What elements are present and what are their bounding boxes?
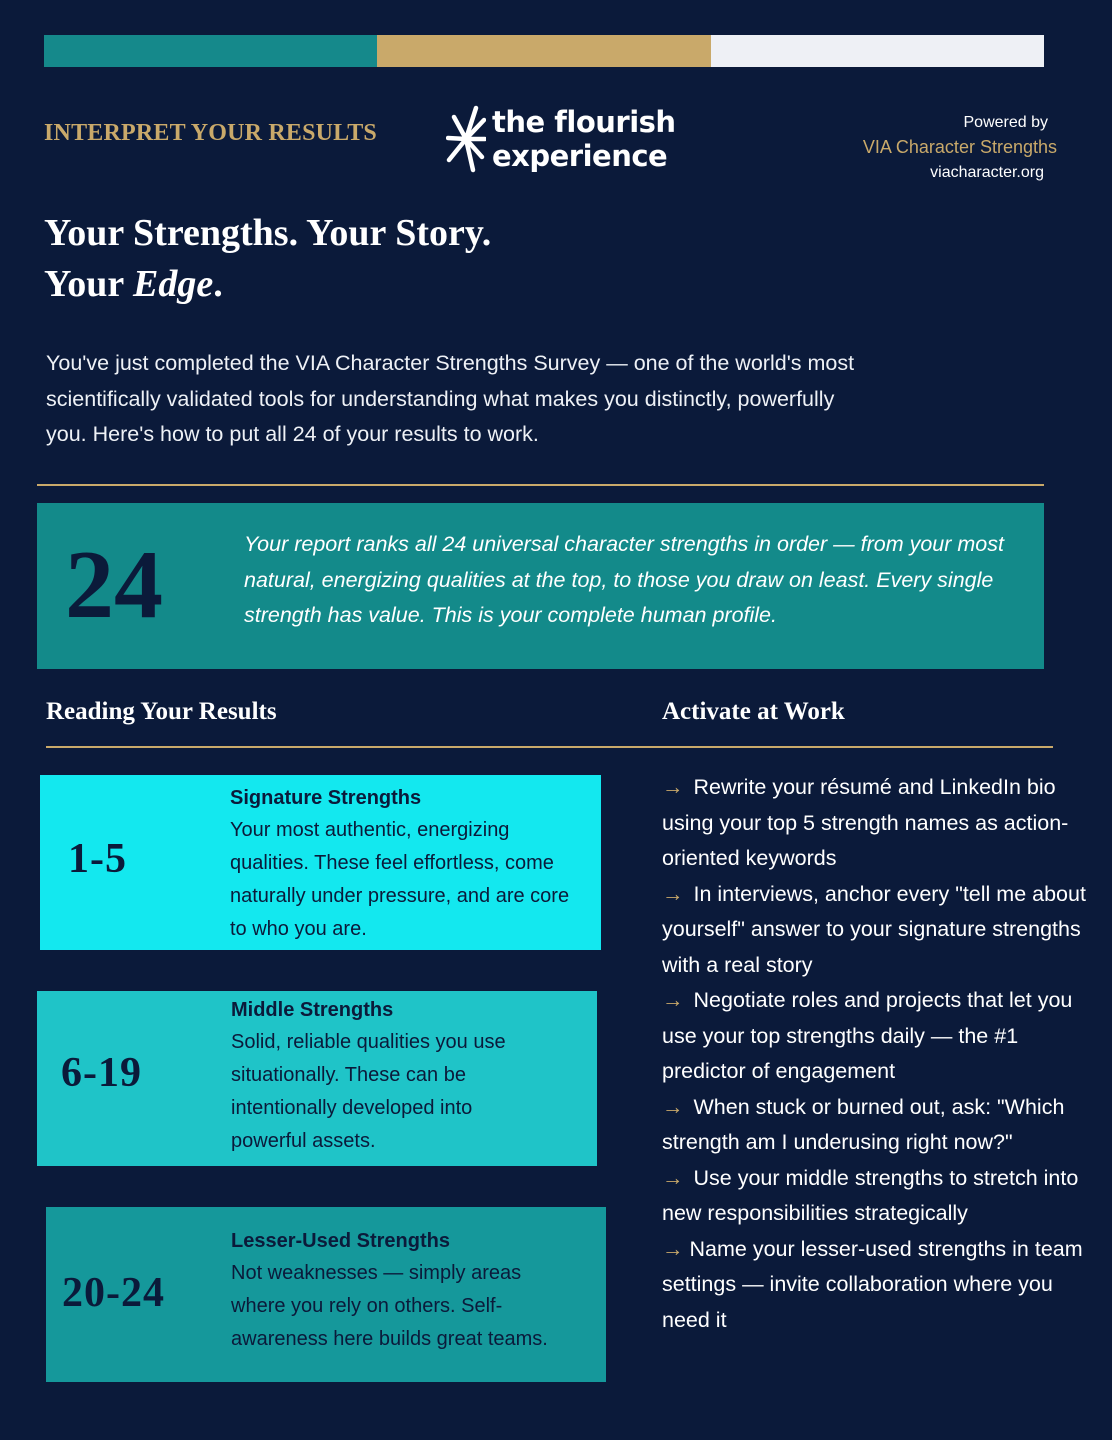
tier-description: Solid, reliable qualities you use situationally. These can be intentionally developed into powerful assets.: [231, 1031, 506, 1152]
color-bar-white: [711, 35, 1044, 67]
powered-by-name: VIA Character Strengths: [862, 137, 1057, 157]
tier-title: Middle Strengths: [231, 999, 394, 1021]
arrow-right-icon: →: [662, 988, 684, 1012]
logo-line-2: experience: [492, 139, 668, 173]
logo-wordmark: [492, 105, 676, 173]
section-label: INTERPRET YOUR RESULTS: [44, 120, 377, 146]
divider: [37, 484, 1044, 486]
arrow-right-icon: →: [662, 775, 684, 799]
list-item-text: Use your middle strengths to stretch into new responsibilities strategically: [662, 1165, 1079, 1225]
list-item: [662, 1161, 1102, 1232]
list-item-text: When stuck or burned out, ask: "Which strength am I underusing right now?": [662, 1094, 1065, 1154]
tier-body: [231, 994, 531, 1158]
tier-body: [231, 1225, 571, 1356]
starburst-icon: [446, 104, 486, 174]
list-item: [662, 1232, 1102, 1339]
title-line-2-prefix: Your: [44, 263, 134, 305]
section-divider: [46, 746, 1053, 748]
tier-lesser: [46, 1207, 606, 1382]
powered-by-label: Powered by: [963, 114, 1048, 131]
title-line-2-suffix: .: [213, 263, 223, 305]
tier-body: [230, 782, 580, 946]
flourish-logo: [446, 104, 676, 174]
list-item: [662, 877, 1102, 984]
logo-line-1: the flourish: [492, 105, 676, 139]
tier-range: 6-19: [61, 1050, 142, 1096]
title-emphasis: Edge: [133, 263, 214, 305]
callout-box: [37, 503, 1044, 669]
arrow-right-icon: →: [662, 1236, 684, 1261]
tier-middle: [37, 991, 597, 1166]
reading-results-heading: Reading Your Results: [46, 698, 277, 725]
activate-list: [662, 770, 1102, 1338]
color-bar-teal: [44, 35, 377, 67]
page-title: [44, 208, 491, 310]
intro-paragraph: You've just completed the VIA Character Strengths Survey — one of the world's most scientifically validated tools for understanding what makes you distinctly, powerfully you. Here's how to put all 24 of your results to work.: [46, 351, 855, 446]
top-color-bar: [44, 35, 1044, 67]
list-item: [662, 983, 1102, 1090]
title-line-1: Your Strengths. Your Story.: [44, 212, 492, 254]
powered-by-block: [863, 110, 1057, 185]
arrow-right-icon: →: [662, 1094, 684, 1119]
list-item-text: Name your lesser-used strengths in team settings — invite collaboration where you need it: [662, 1236, 1083, 1332]
list-item: [662, 1090, 1102, 1161]
tier-description: Not weaknesses — simply areas where you rely on others. Self-awareness here builds great teams.: [231, 1262, 548, 1350]
tier-description: Your most authentic, energizing qualities. These feel effortless, come naturally under pressure, and are core to who you are.: [230, 819, 570, 940]
list-item-text: Rewrite your résumé and LinkedIn bio using your top 5 strength names as action-oriented keywords: [662, 775, 1069, 870]
arrow-right-icon: →: [662, 1165, 684, 1190]
list-item-text: Negotiate roles and projects that let you use your top strengths daily — the #1 predictor of engagement: [662, 988, 1073, 1083]
powered-by-url[interactable]: viacharacter.org: [930, 164, 1044, 181]
tier-title: Lesser-Used Strengths: [231, 1230, 450, 1252]
tier-signature: [40, 775, 601, 950]
tier-range: 20-24: [62, 1270, 165, 1316]
color-bar-gold: [377, 35, 710, 67]
tier-title: Signature Strengths: [230, 787, 422, 809]
activate-heading: Activate at Work: [662, 698, 845, 725]
callout-text: Your report ranks all 24 universal character strengths in order — from your most natural, energizing qualities at the top, to those you draw on least. Every single strength has value. This is your complete human profile.: [244, 532, 1004, 627]
list-item: [662, 770, 1102, 877]
arrow-right-icon: →: [662, 881, 684, 906]
tier-range: 1-5: [68, 836, 127, 882]
list-item-text: In interviews, anchor every "tell me about yourself" answer to your signature strengths with a real story: [662, 881, 1086, 977]
callout-number: 24: [65, 531, 163, 639]
